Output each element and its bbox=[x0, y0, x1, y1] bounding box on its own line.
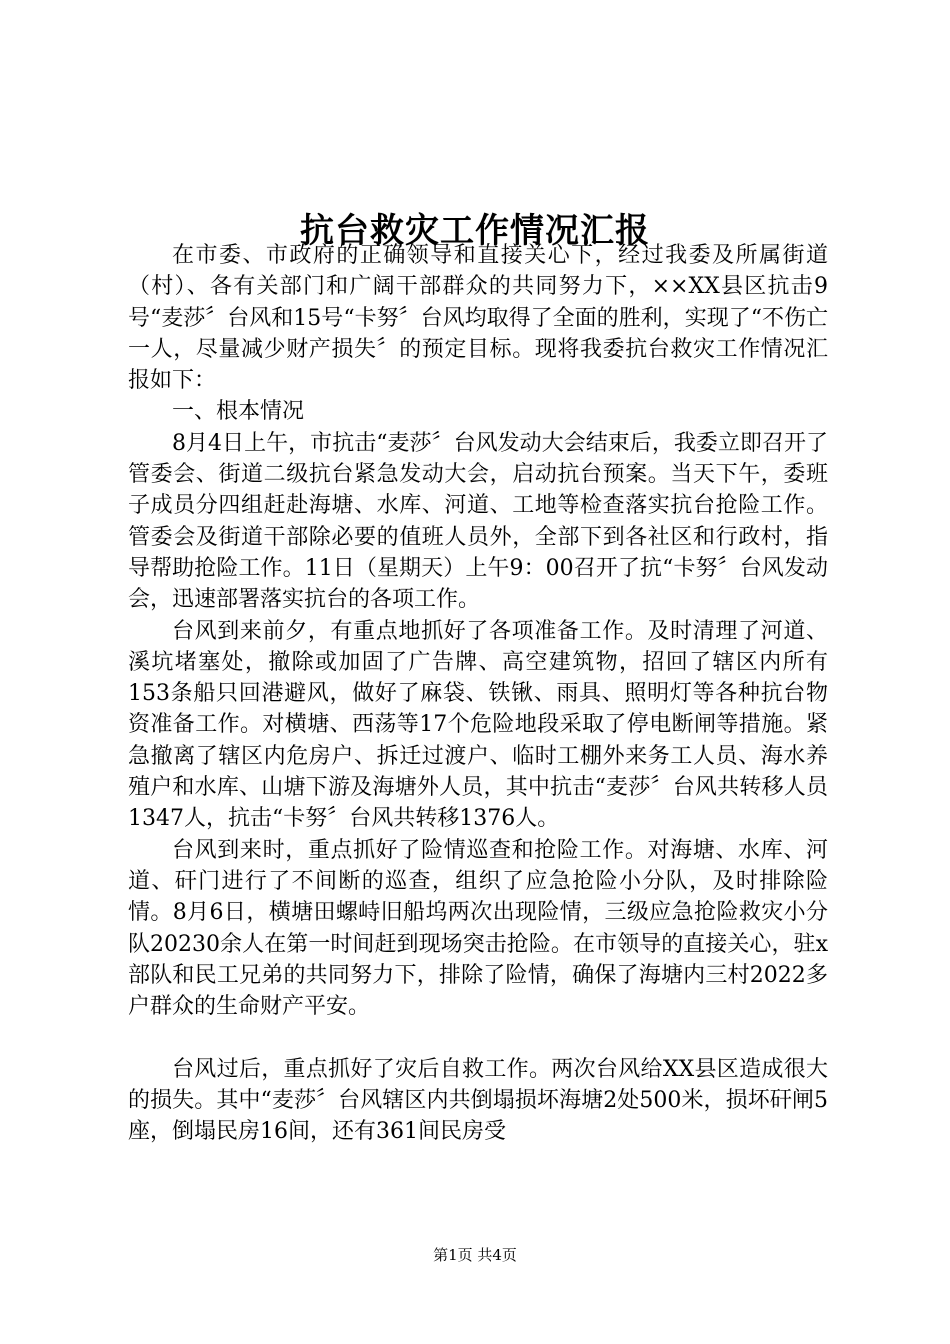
page-number-footer: 第1页 共4页 bbox=[433, 1246, 517, 1264]
paragraph-recovery: 台风过后，重点抓好了灾后自救工作。两次台风给XX县区造成很大的损失。其中“麦莎〞台风辖区内共倒塌损坏海塘2处500米，损坏矸闸5座，倒塌民房16间，还有361间民房受 bbox=[128, 1056, 828, 1145]
paragraph-spacer bbox=[128, 1022, 828, 1053]
paragraph-preparation: 台风到来前夕，有重点地抓好了各项准备工作。及时清理了河道、溪坑堵塞处，撤除或加固了广告牌、高空建筑物，招回了辖区内所有153条船只回港避风，做好了麻袋、铁锹、雨具、照明灯等各种抗台物资准备工作。对横塘、西荡等17个危险地段采取了停电断闸等措施。紧急撤离了辖区内危房户、拆迁过渡户、临时工棚外来务工人员、海水养殖户和水库、山塘下游及海塘外人员，其中抗击“麦莎〞台风共转移人员1347人，抗击“卡努〞台风共转移1376人。 bbox=[128, 618, 828, 832]
paragraph-emergency-response: 台风到来时，重点抓好了险情巡查和抢险工作。对海塘、水库、河道、矸门进行了不间断的巡查，组织了应急抢险小分队，及时排除险情。8月6日，横塘田螺峙旧船坞两次出现险情，三级应急抢险救灾小分队20230余人在第一时间赶到现场突击抢险。在市领导的直接关心，驻x部队和民工兄弟的共同努力下，排除了险情，确保了海塘内三村2022多户群众的生命财产平安。 bbox=[128, 837, 828, 1020]
document-body bbox=[128, 240, 828, 1148]
paragraph-mobilization: 8月4日上午，市抗击“麦莎〞台风发动大会结束后，我委立即召开了管委会、街道二级抗台紧急发动大会，启动抗台预案。当天下午，委班子成员分四组赶赴海塘、水库、河道、工地等检查落实抗台抢险工作。管委会及街道干部除必要的值班人员外，全部下到各社区和行政村，指导帮助抢险工作。11日（星期天）上午9：00召开了抗“卡努〞台风发动会，迅速部署落实抗台的各项工作。 bbox=[128, 430, 828, 613]
document-title: 抗台救灾工作情况汇报 bbox=[300, 210, 650, 251]
section-heading-basic-situation: 一、根本情况 bbox=[172, 399, 305, 425]
paragraph-intro: 在市委、市政府的正确领导和直接关心下，经过我委及所属街道（村）、各有关部门和广阔干部群众的共同努力下，××XX县区抗击9号“麦莎〞台风和15号“卡努〞台风均取得了全面的胜利，实现了“不伤亡一人，尽量减少财产损失〞的预定目标。现将我委抗台救灾工作情况汇报如下： bbox=[128, 243, 828, 394]
